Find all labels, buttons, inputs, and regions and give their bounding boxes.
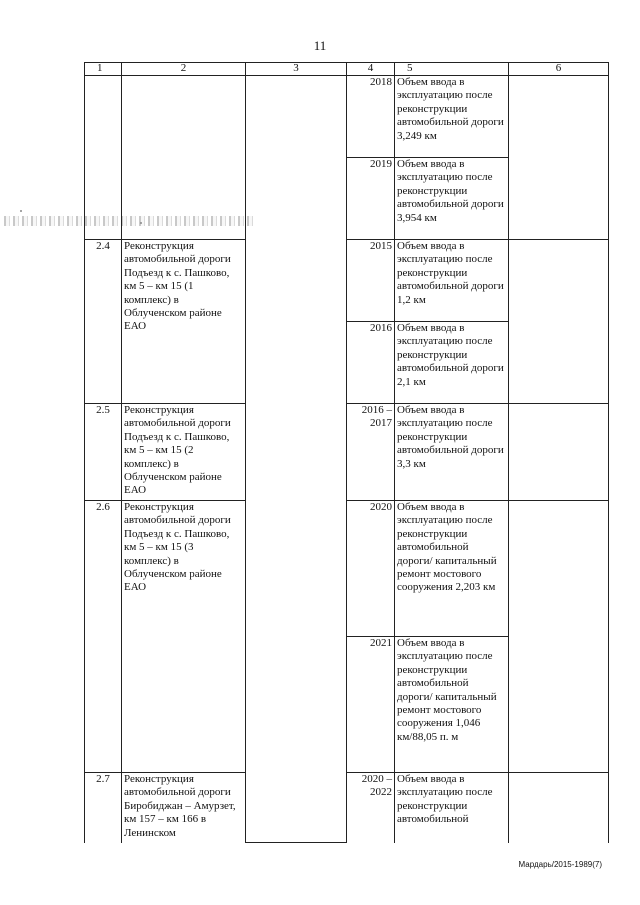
row-name: Реконструкция автомобильной дороги Подъезд к с. Пашково, км 5 – км 15 (3 комплекс) в Облученском районе ЕАО [122,501,246,773]
table-row [85,773,609,843]
col6-empty [509,404,609,501]
program-table [84,62,609,843]
scan-speck [20,210,22,212]
table-row [85,501,609,637]
col-header: 4 [347,63,395,76]
row-description: Объем ввода в эксплуатацию после реконструкции автомобильной дороги 3,249 км [395,76,509,158]
row-name: Реконструкция автомобильной дороги Подъезд к с. Пашково, км 5 – км 15 (1 комплекс) в Облученском районе ЕАО [122,240,246,404]
row-description: Объем ввода в эксплуатацию после реконструкции автомобильной дороги/ капитальный ремонт мостового сооружения 2,203 км [395,501,509,637]
row-name: Реконструкция автомобильной дороги Подъезд к с. Пашково, км 5 – км 15 (2 комплекс) в Облученском районе ЕАО [122,404,246,501]
col3-empty [246,76,347,843]
col-header: 3 [246,63,347,76]
row-description: Объем ввода в эксплуатацию после реконструкции автомобильной дороги 2,1 км [395,322,509,404]
col-header: 2 [122,63,246,76]
row-year: 2019 [347,158,395,240]
row-number: 2.7 [85,773,122,843]
row-year: 2020 [347,501,395,637]
row-description: Объем ввода в эксплуатацию после реконструкции автомобильной [395,773,509,843]
row-year: 2021 [347,637,395,773]
row-year: 2018 [347,76,395,158]
col6-empty [509,240,609,404]
page-number: 11 [313,38,327,53]
row-name: Реконструкция автомобильной дороги Биробиджан – Амурзет, км 157 – км 166 в Ленинском [122,773,246,843]
col6-empty [509,76,609,240]
col-header: 1 [85,63,122,76]
row-year: 2020 – 2022 [347,773,395,843]
row-year: 2015 [347,240,395,322]
row-year: 2016 – 2017 [347,404,395,501]
col6-empty [509,501,609,773]
row-description: Объем ввода в эксплуатацию после реконструкции автомобильной дороги/ капитальный ремонт мостового сооружения 1,046 км/88,05 п. м [395,637,509,773]
col-header: 6 [509,63,609,76]
table-row [85,240,609,322]
col6-empty [509,773,609,843]
row-description: Объем ввода в эксплуатацию после реконструкции автомобильной дороги 3,3 км [395,404,509,501]
row-number: 2.5 [85,404,122,501]
row-year: 2016 [347,322,395,404]
footer-document-code: Мардарь/2015-1989(7) [518,860,602,869]
col-header: 5 [395,63,509,76]
table-row [85,404,609,501]
row-number: 2.6 [85,501,122,773]
header-row [85,63,609,76]
row-name [122,76,246,240]
row-number: 2.4 [85,240,122,404]
row-description: Объем ввода в эксплуатацию после реконструкции автомобильной дороги 3,954 км [395,158,509,240]
table-row [85,76,609,158]
row-number [85,76,122,240]
row-description: Объем ввода в эксплуатацию после реконструкции автомобильной дороги 1,2 км [395,240,509,322]
